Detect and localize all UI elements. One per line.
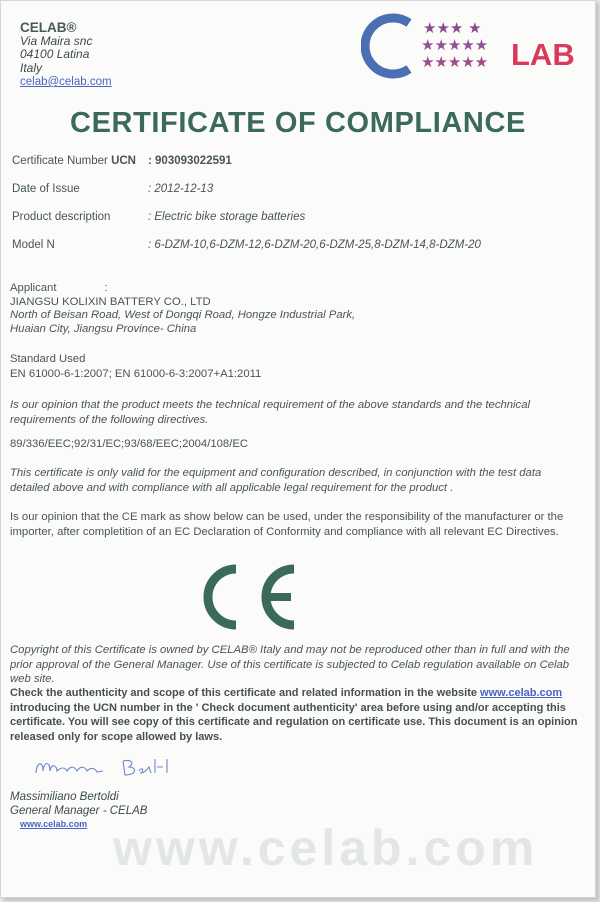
- certificate-title: CERTIFICATE OF COMPLIANCE: [70, 107, 526, 139]
- issuer-address-block: [20, 21, 112, 90]
- standard-value: EN 61000-6-1:2007; EN 61000-6-3:2007+A1:2011: [10, 367, 262, 380]
- celab-logo: [361, 11, 583, 81]
- signatory-block: [10, 790, 147, 818]
- applicant-address-line2: Huaian City, Jiangsu Province- China: [10, 322, 197, 335]
- field-label-ucn: UCN: [111, 155, 136, 167]
- issuer-country: Italy: [20, 60, 43, 75]
- issuer-city: 04100 Latina: [20, 47, 90, 61]
- celab-website-link[interactable]: www.celab.com: [480, 687, 563, 699]
- logo-c-icon: [365, 18, 409, 74]
- signatory-name: Massimiliano Bertoldi: [10, 791, 119, 803]
- ce-mark-paragraph: Is our opinion that the CE mark as show below can be used, under the responsibility of the manufacturer or the importer, after completition of an EC Declaration of Conformity and compliance with all relevant EC Directives.: [10, 511, 564, 538]
- logo-stars-icon: [421, 19, 488, 71]
- opinion-paragraph: Is our opinion that the product meets the technical requirement of the above standards and the technical requirements of the following directives.: [10, 399, 530, 426]
- issuer-email-link[interactable]: celab@celab.com: [20, 76, 112, 88]
- applicant-colon: :: [104, 282, 108, 294]
- signature-image: [31, 753, 181, 783]
- applicant-company: JIANGSU KOLIXIN BATTERY CO., LTD: [10, 295, 211, 308]
- copyright-paragraph: Copyright of this Certificate is owned by CELAB® Italy and may not be reproduced other than in full and with the prior approval of the General Manager. Use of this certificate is subjected to Celab regulation available on Celab web site.: [10, 644, 570, 685]
- validity-paragraph: This certificate is only valid for the equipment and configuration described, in conjunction with the test data detailed above and with compliance with all applicable legal requirement for the product .: [10, 467, 542, 494]
- svg-text:★★★ ★: ★★★ ★: [423, 19, 482, 37]
- authenticity-paragraph: [10, 686, 580, 744]
- applicant-block: [10, 282, 580, 336]
- website-watermark: www.celab.com: [113, 820, 539, 876]
- logo-lab-text: LAB: [511, 37, 575, 72]
- date-of-issue-value: : 2012-12-13: [148, 183, 214, 195]
- issuer-street: Via Maira snc: [20, 33, 93, 48]
- standard-label: Standard Used: [10, 353, 86, 365]
- svg-text:★★★★★: ★★★★★: [421, 53, 489, 71]
- field-label-text: Certificate Number: [12, 155, 112, 167]
- model-value: : 6-DZM-10,6-DZM-12,6-DZM-20,6-DZM-25,8-DZM-14,8-DZM-20: [148, 239, 481, 251]
- applicant-address-line1: North of Beisan Road, West of Dongqi Road, Hongze Industrial Park,: [10, 309, 356, 322]
- standard-block: [10, 352, 580, 381]
- authenticity-text-2: introducing the UCN number in the ' Check document authenticity' area before using and/or accepting this certificate. You will see copy of this certificate and regulation on certificate use. This document is an opinion released only for scope allowed by laws.: [10, 701, 578, 743]
- certificate-number-value: : 903093022591: [148, 155, 232, 167]
- applicant-label: Applicant: [10, 282, 57, 294]
- svg-text:★★★★★: ★★★★★: [421, 36, 489, 54]
- signatory-title: General Manager - CELAB: [10, 805, 148, 817]
- product-description-value: : Electric bike storage batteries: [148, 211, 306, 223]
- field-label: Product description: [12, 211, 111, 223]
- ce-mark-icon: [203, 563, 303, 631]
- authenticity-text-1: Check the authenticity and scope of this certificate and related information in the website: [10, 687, 481, 699]
- field-label: [12, 155, 136, 167]
- directives-list: 89/336/EEC;92/31/EC;93/68/EEC;2004/108/EC: [10, 438, 249, 450]
- field-label: Model N: [12, 239, 55, 251]
- field-label: Date of Issue: [12, 183, 80, 195]
- issuer-name: CELAB®: [20, 20, 77, 35]
- footer-website-link[interactable]: www.celab.com: [20, 819, 88, 829]
